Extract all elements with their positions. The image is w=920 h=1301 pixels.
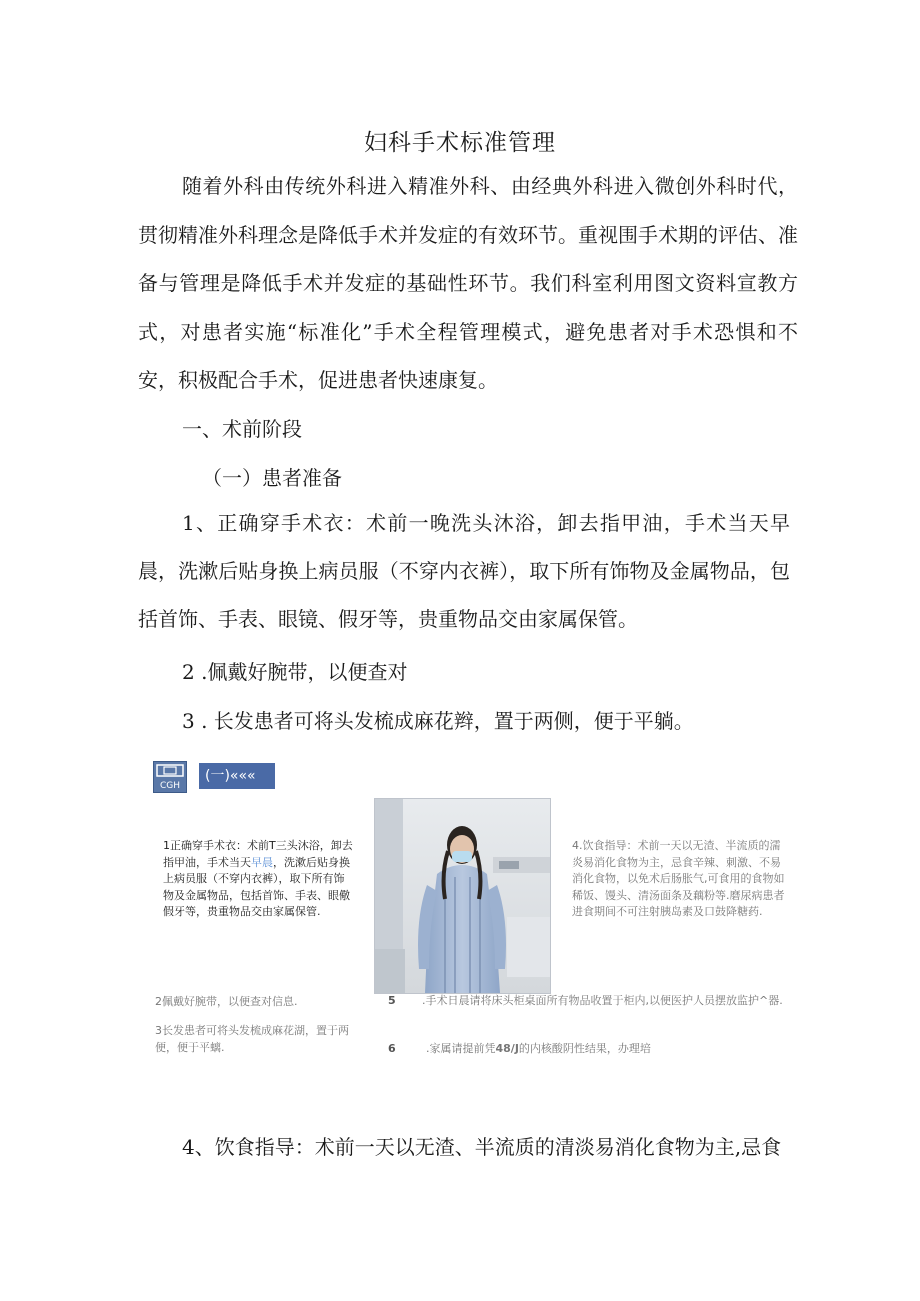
item-1-surgical-gown: 1、正确穿手术衣：术前一晚洗头沐浴，卸去指甲油，手术当天早晨，洗漱后贴身换上病员服（不穿内衣裤），取下所有饰物及金属物品，包括首饰、手表、眼镜、假牙等，贵重物品交由家属保管。 (138, 511, 790, 631)
hospital-logo (153, 761, 187, 793)
slide-item-1-highlight: 早晨 (251, 855, 273, 869)
document-title: 妇科手术标准管理 (364, 130, 556, 156)
item-3-hair: 3 . 长发患者可将头发梳成麻花辫，置于两侧，便于平躺。 (182, 709, 694, 733)
slide-item-4-diet: 4.饮食指导：术前一天以无渣、半流质的濡炎易消化食物为主，忌食辛辣、刺激、不易消化食物，以免术后肠胀气,可食用的食物如稀饭、馒头、清汤面条及藕粉等.磨尿病患者进食期间不可注射胰岛素及口鼓降糖药. (572, 839, 785, 918)
slide-item-6-text-a: .家属请提前凭 (426, 1042, 496, 1055)
slide-item-3: 3长发患者可将头发梳成麻花湖，置于两便，便于平螭. (155, 1024, 349, 1054)
slide-item-2: 2佩戴好腕带，以便查对信息. (155, 995, 298, 1008)
item-2-wristband: 2 .佩戴好腕带，以便查对 (182, 660, 408, 684)
embedded-slide-figure (150, 756, 790, 1076)
slide-item-6-number: 6 (388, 1042, 396, 1055)
slide-item-1-text-b: ，洗漱后贴身换上病员服（不穿内衣裤），取下所有饰物及金属物品，包括首饰、手表、眼儆假牙等，贵重物品交由家属保管. (163, 855, 350, 918)
logo-text: CGH (159, 781, 181, 791)
patient-photo (374, 798, 551, 994)
slide-item-1-text-a: 1正确穿手术衣：术前T三头沐浴，卸去指甲油，手术当天 (163, 839, 353, 869)
slide-item-6-text-c: 的内核酸阴性结果，办理培 (518, 1042, 651, 1055)
intro-paragraph: 随着外科由传统外科进入精准外科、由经典外科进入微创外科时代，贯彻精准外科理念是降低手术并发症的有效环节。重视围手术期的评估、准备与管理是降低手术并发症的基础性环节。我们科室利用图文资料宣教方式，对患者实施“标准化”手术全程管理模式，避免患者对手术恐惧和不安，积极配合手术，促进患者快速康复。 (138, 174, 798, 392)
slide-banner: (一)««« (199, 763, 275, 789)
subsection-heading-patient-prep: （一）患者准备 (202, 466, 342, 490)
slide-item-5: .手术日晨请将床头柜桌面所有物品收置于柜内,以便医护人员摆放监护^器. (422, 994, 783, 1007)
section-heading-preop: 一、术前阶段 (182, 417, 302, 441)
slide-item-6 (426, 1041, 786, 1058)
slide-item-5-number: 5 (388, 994, 396, 1007)
item-4-diet: 4、饮食指导：术前一天以无渣、半流质的清淡易消化食物为主,忌食 (182, 1135, 782, 1159)
slide-item-1 (163, 838, 355, 921)
slide-item-6-bold: 48/J (495, 1042, 519, 1055)
